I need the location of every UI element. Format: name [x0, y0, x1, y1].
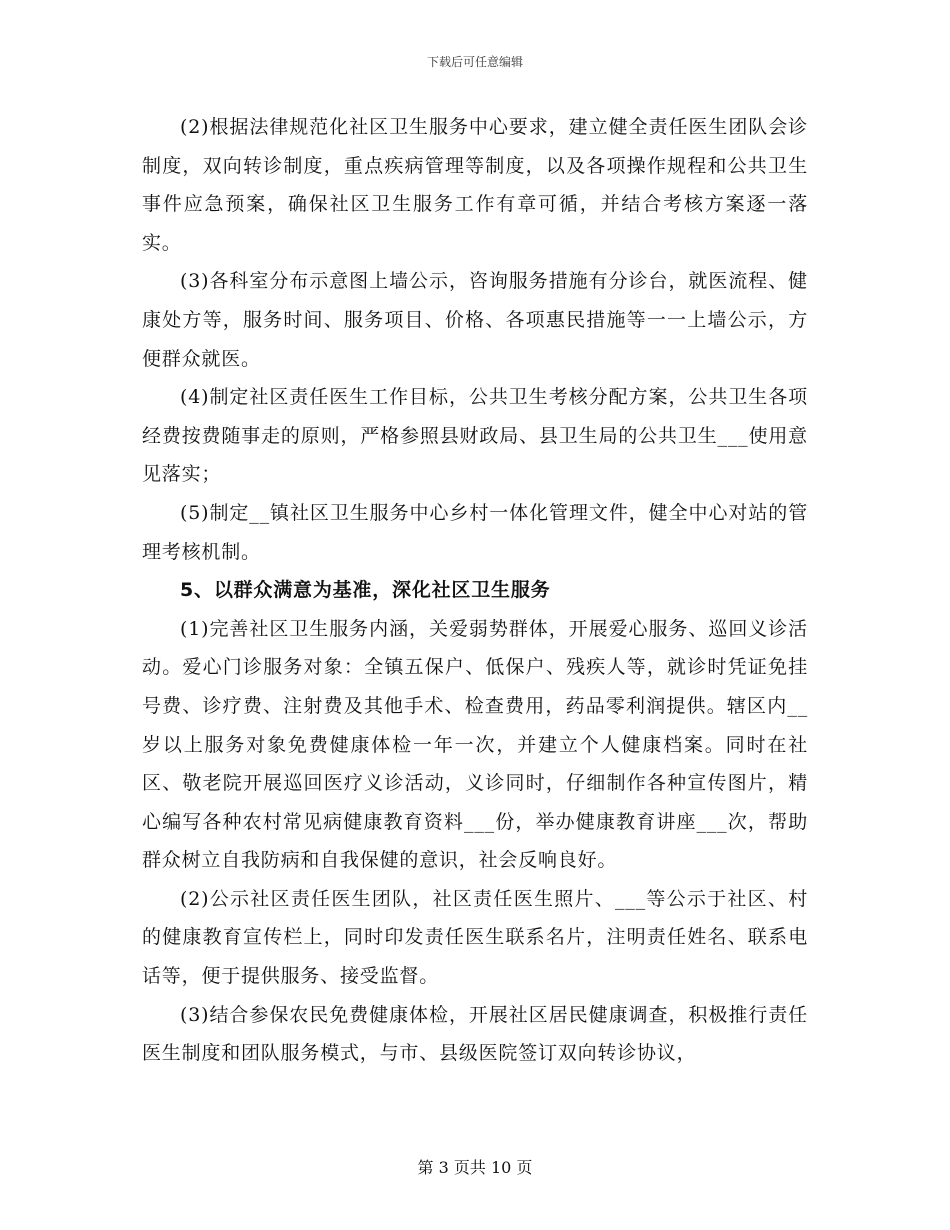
paragraph-item-5: (5)制定__镇社区卫生服务中心乡村一体化管理文件，健全中心对站的管理考核机制。	[142, 501, 808, 563]
paragraph-item-3: (3)各科室分布示意图上墙公示，咨询服务措施有分诊台，就医流程、健康处方等，服务时间、服务项目、价格、各项惠民措施等一一上墙公示，方便群众就医。	[142, 270, 808, 370]
paragraph-item-2b: (2)公示社区责任医生团队，社区责任医生照片、___等公示于社区、村的健康教育宣传栏上，同时印发责任医生联系名片，注明责任姓名、联系电话等，便于提供服务、接受监督。	[142, 887, 808, 988]
page-footer: 第 3 页共 10 页	[417, 1158, 533, 1177]
paragraph-item-4: (4)制定社区责任医生工作目标，公共卫生考核分配方案，公共卫生各项经费按费随事走的原则，严格参照县财政局、县卫生局的公共卫生___使用意见落实；	[142, 386, 808, 486]
paragraph-item-2: (2)根据法律规范化社区卫生服务中心要求，建立健全责任医生团队会诊制度，双向转诊制度，重点疾病管理等制度，以及各项操作规程和公共卫生事件应急预案，确保社区卫生服务工作有章可循，并结合考核方案逐一落实。	[142, 116, 808, 254]
paragraph-item-1b: (1)完善社区卫生服务内涵，关爱弱势群体，开展爱心服务、巡回义诊活动。爱心门诊服务对象：全镇五保户、低保户、残疾人等，就诊时凭证免挂号费、诊疗费、注射费及其他手术、检查费用，药品零利润提供。辖区内__岁以上服务对象免费健康体检一年一次，并建立个人健康档案。同时在社区、敬老院开展巡回医疗义诊活动，义诊同时，仔细制作各种宣传图片，精心编写各种农村常见病健康教育资料___份，举办健康教育讲座___次，帮助群众树立自我防病和自我保健的意识，社会反响良好。	[142, 617, 808, 872]
page-header: 下载后可任意编辑	[426, 55, 523, 69]
document-body	[142, 108, 808, 1073]
paragraph-item-3b: (3)结合参保农民免费健康体检，开展社区居民健康调查，积极推行责任医生制度和团队服务模式，与市、县级医院签订双向转诊协议，	[142, 1003, 808, 1065]
section-heading: 5、以群众满意为基准，深化社区卫生服务	[180, 579, 551, 602]
